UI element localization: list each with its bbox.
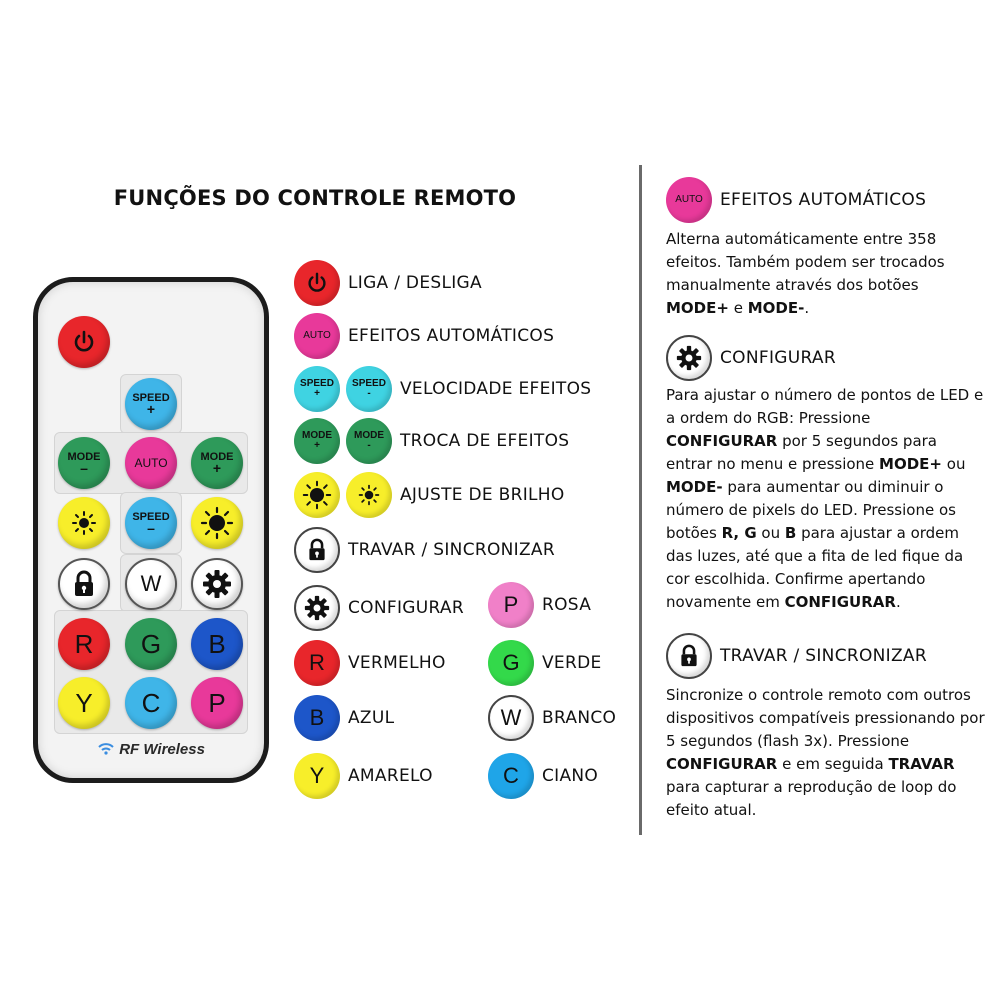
sun-small-icon	[70, 509, 98, 537]
remote-control	[33, 277, 269, 783]
mode-plus-button[interactable]: MODE +	[191, 437, 243, 489]
pink-button[interactable]: P	[191, 677, 243, 729]
wifi-icon	[97, 741, 115, 755]
azul-icon: B	[294, 695, 340, 741]
legend-label: AMARELO	[348, 766, 433, 786]
gear-icon	[202, 569, 232, 599]
sun-large-icon	[200, 506, 234, 540]
page-title: FUNÇÕES DO CONTROLE REMOTO	[113, 186, 517, 210]
legend-auto	[294, 313, 554, 359]
legend-label: TROCA DE EFEITOS	[400, 431, 570, 451]
auto-icon: AUTO	[294, 313, 340, 359]
mode-plus-icon: MODE +	[294, 418, 340, 464]
legend-speed	[294, 366, 591, 412]
cyan-button[interactable]: C	[125, 677, 177, 729]
gear-icon	[294, 585, 340, 631]
panel-auto-text: Alterna automáticamente entre 358 efeitos. Também podem ser trocados manualmente através dos botões MODE+ e MODE-.	[666, 230, 945, 317]
legend-branco	[488, 695, 616, 741]
legend-ciano	[488, 753, 598, 799]
brightness-down-button[interactable]	[58, 497, 110, 549]
legend-label: CIANO	[542, 766, 599, 786]
legend-power	[294, 260, 482, 306]
legend-label: VERDE	[542, 653, 602, 673]
branco-icon: W	[488, 695, 534, 741]
vertical-divider	[639, 165, 642, 835]
panel-config-text: Para ajustar o número de pontos de LED e a ordem do RGB: Pressione CONFIGURAR por 5 segundos para entrar no menu e pressione MODE+ ou MODE- para aumentar ou diminuir o número de pixels do LED. Pressione os botões R, G ou B para ajustar a ordem das luzes, até que a fita de led fique da cor escolhida. Confirme apertando novamente em CONFIGURAR.	[666, 386, 984, 611]
config-button[interactable]	[191, 558, 243, 610]
legend-label: BRANCO	[542, 708, 617, 728]
vermelho-icon: R	[294, 640, 340, 686]
legend-label: AZUL	[348, 708, 395, 728]
legend-verde	[488, 640, 602, 686]
brightness-up-button[interactable]	[191, 497, 243, 549]
panel-lock-heading: TRAVAR / SINCRONIZAR	[666, 633, 927, 679]
speed-plus-icon: SPEED +	[294, 366, 340, 412]
power-icon	[294, 260, 340, 306]
speed-minus-icon: SPEED -	[346, 366, 392, 412]
green-button[interactable]: G	[125, 618, 177, 670]
legend-rosa	[488, 582, 591, 628]
speed-plus-button[interactable]: SPEED +	[125, 378, 177, 430]
panel-lock-text: Sincronize o controle remoto com outros dispositivos compatíveis pressionando por 5 segundos (flash 3x). Pressione CONFIGURAR e em seguida TRAVAR para capturar a reprodução de loop do efeito atual.	[666, 686, 985, 819]
power-button[interactable]	[58, 316, 110, 368]
verde-icon: G	[488, 640, 534, 686]
blue-button[interactable]: B	[191, 618, 243, 670]
legend-lock	[294, 527, 555, 573]
sun-large-icon	[294, 472, 340, 518]
red-button[interactable]: R	[58, 618, 110, 670]
rosa-icon: P	[488, 582, 534, 628]
legend-label: AJUSTE DE BRILHO	[400, 485, 565, 505]
speed-minus-button[interactable]: SPEED –	[125, 497, 177, 549]
lock-icon	[294, 527, 340, 573]
sun-small-icon	[346, 472, 392, 518]
legend-config	[294, 585, 464, 631]
legend-label: LIGA / DESLIGA	[348, 273, 482, 293]
legend-brightness	[294, 472, 565, 518]
panel-config-heading: CONFIGURAR	[666, 335, 836, 381]
auto-button[interactable]: AUTO	[125, 437, 177, 489]
mode-minus-button[interactable]: MODE –	[58, 437, 110, 489]
legend-vermelho	[294, 640, 446, 686]
gear-icon	[666, 335, 712, 381]
lock-button[interactable]	[58, 558, 110, 610]
legend-label: TRAVAR / SINCRONIZAR	[348, 540, 555, 560]
amarelo-icon: Y	[294, 753, 340, 799]
legend-label: ROSA	[542, 595, 592, 615]
power-icon	[71, 329, 97, 355]
ciano-icon: C	[488, 753, 534, 799]
white-button[interactable]: W	[125, 558, 177, 610]
rf-wireless-brand: RF Wireless	[38, 741, 264, 758]
legend-label: EFEITOS AUTOMÁTICOS	[348, 326, 555, 346]
legend-label: VELOCIDADE EFEITOS	[400, 379, 592, 399]
lock-icon	[71, 570, 97, 598]
mode-minus-icon: MODE -	[346, 418, 392, 464]
legend-amarelo	[294, 753, 433, 799]
yellow-button[interactable]: Y	[58, 677, 110, 729]
legend-azul	[294, 695, 394, 741]
panel-auto-heading: AUTO EFEITOS AUTOMÁTICOS	[666, 177, 926, 223]
legend-label: CONFIGURAR	[348, 598, 464, 618]
legend-label: VERMELHO	[348, 653, 446, 673]
auto-icon: AUTO	[666, 177, 712, 223]
legend-mode	[294, 418, 569, 464]
lock-icon	[666, 633, 712, 679]
